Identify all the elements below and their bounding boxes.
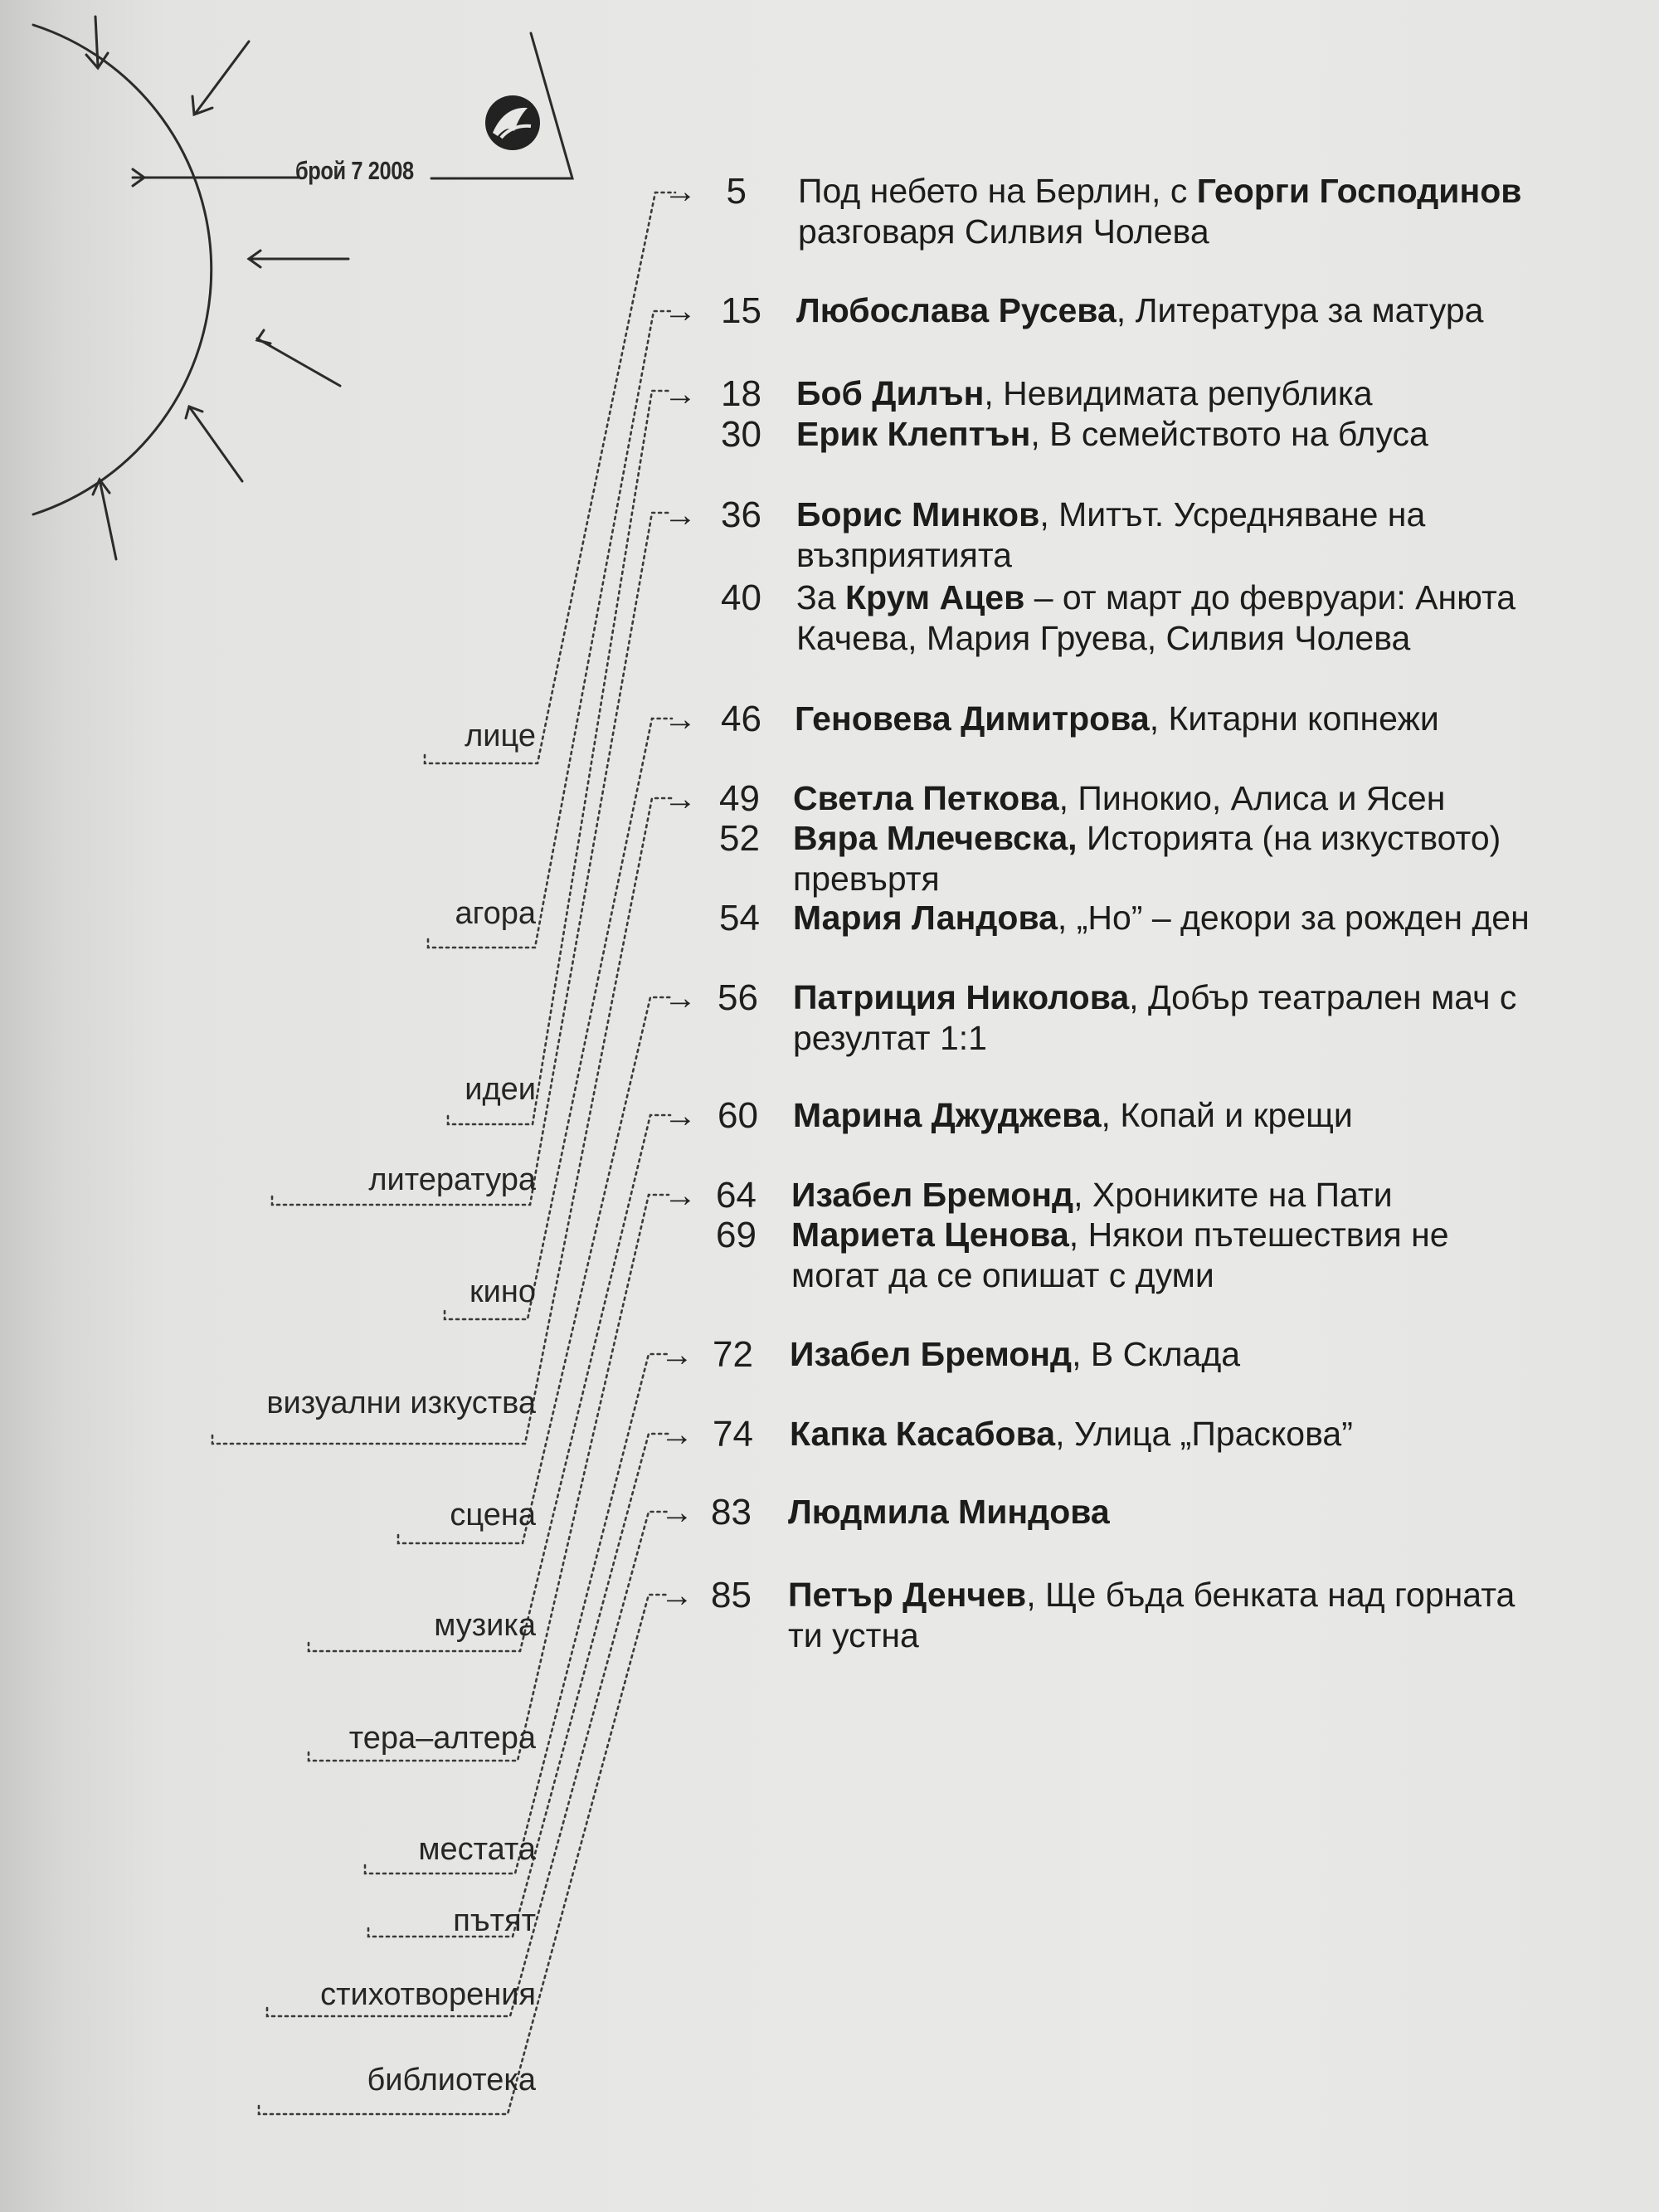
entry-title: , Ще бъда бенката над горната: [1026, 1576, 1515, 1614]
entry-text: [790, 1414, 1619, 1454]
section-label-tera-altera[interactable]: тера–алтера: [348, 1721, 536, 1756]
entry-text: [788, 1575, 1618, 1656]
arrow-icon: →: [664, 173, 697, 210]
arrow-icon: →: [664, 781, 697, 817]
section-label-vizualni-izkustva[interactable]: визуални изкуства: [266, 1386, 536, 1420]
entry-author: Борис Минков: [796, 495, 1040, 534]
entry-title: , Китарни копнежи: [1149, 699, 1439, 738]
page-number: 56: [718, 977, 758, 1018]
entry-title-cont: разговаря Силвия Чолева: [798, 212, 1209, 251]
arrow-icon: →: [664, 293, 697, 329]
toc-entry[interactable]: [0, 1095, 1659, 1137]
toc-entry[interactable]: [0, 977, 1659, 1057]
page-number: 69: [716, 1215, 757, 1255]
page-number: 5: [726, 171, 747, 212]
entry-author: Патриция Николова: [793, 978, 1130, 1016]
arrow-icon: →: [664, 376, 697, 412]
entry-author: Изабел Бремонд: [791, 1176, 1074, 1214]
page-number: 72: [713, 1334, 753, 1375]
entry-title: , Невидимата република: [984, 374, 1373, 412]
entry-title-cont: могат да се опишат с думи: [791, 1256, 1214, 1294]
toc-entry[interactable]: [0, 898, 1659, 939]
entry-text: [788, 1492, 1618, 1532]
entry-title: , Някои пътешествия не: [1068, 1216, 1449, 1254]
entry-author: Марина Джуджева: [793, 1096, 1102, 1134]
issue-label: брой 7 2008: [295, 156, 414, 185]
section-label-kino[interactable]: кино: [469, 1274, 536, 1309]
entry-author: Светла Петкова: [793, 779, 1059, 817]
entry-title-cont: резултат 1:1: [793, 1019, 987, 1057]
entry-text: [796, 495, 1626, 576]
arrow-icon: →: [664, 1177, 697, 1214]
section-label-stihotvoreniya[interactable]: стихотворения: [320, 1977, 536, 2012]
entry-title: , Литература за матура: [1116, 291, 1484, 329]
entry-prefix: За: [796, 578, 845, 616]
entry-title-cont: превъртя: [793, 860, 940, 898]
page-number: 74: [713, 1414, 753, 1454]
section-label-patyat[interactable]: пътят: [453, 1903, 536, 1938]
entry-text: [793, 977, 1623, 1059]
entry-title: – от март до февруари: Анюта: [1024, 578, 1516, 616]
entry-author: Мария Ландова: [793, 899, 1058, 937]
entry-title: , Добър театрален мач с: [1129, 978, 1517, 1016]
toc-entry[interactable]: [0, 1175, 1659, 1216]
entry-title: , Хрониките на Пати: [1073, 1176, 1393, 1214]
page-number: 60: [718, 1095, 758, 1136]
entry-author: Ерик Клептън: [796, 415, 1031, 453]
entry-text: [790, 1334, 1619, 1375]
entry-text: [793, 898, 1656, 938]
entry-title: , Улица „Праскова”: [1055, 1415, 1353, 1453]
page-number: 49: [719, 778, 760, 819]
entry-text: [793, 778, 1623, 819]
page-number: 15: [721, 290, 761, 331]
toc-entry[interactable]: [0, 495, 1659, 574]
arrow-icon: →: [664, 1098, 697, 1134]
arrow-icon: →: [664, 980, 697, 1016]
section-label-muzika[interactable]: музика: [434, 1608, 536, 1643]
toc-entry[interactable]: [0, 171, 1659, 251]
section-label-idei[interactable]: идеи: [465, 1072, 536, 1107]
entry-text: [796, 290, 1626, 331]
entry-title: , Пинокио, Алиса и Ясен: [1058, 779, 1446, 817]
entry-title: Историята (на изкуството): [1077, 819, 1501, 857]
arrow-icon: →: [660, 1577, 693, 1614]
arrow-icon: →: [664, 701, 697, 738]
page-number: 85: [711, 1575, 752, 1615]
entry-title-cont: Качева, Мария Груева, Силвия Чолева: [796, 619, 1411, 657]
page-number: 36: [721, 495, 761, 535]
entry-title-cont: ти устна: [788, 1616, 919, 1654]
toc-entry[interactable]: [0, 1492, 1659, 1533]
horse-logo-icon: [485, 95, 540, 150]
page-number: 52: [719, 818, 760, 859]
page-number: 54: [719, 898, 760, 938]
entry-author: Геновева Димитрова: [795, 699, 1150, 738]
page-number: 30: [721, 414, 761, 455]
entry-text: [796, 373, 1626, 414]
entry-title: , Копай и крещи: [1101, 1096, 1353, 1134]
toc-entry[interactable]: [0, 290, 1659, 332]
entry-text: [793, 1095, 1623, 1136]
entry-author: Боб Дилън: [796, 374, 985, 412]
arrow-icon: →: [660, 1416, 693, 1453]
entry-prefix: Под небето на Берлин, с: [798, 172, 1197, 210]
entry-text: [793, 818, 1623, 899]
toc-entry[interactable]: [0, 1414, 1659, 1455]
page-number: 40: [721, 577, 761, 618]
toc-entry[interactable]: [0, 414, 1659, 456]
entry-author: Людмила Миндова: [788, 1493, 1110, 1531]
entry-text: [796, 414, 1626, 455]
page-number: 18: [721, 373, 761, 414]
connector-line: [425, 192, 675, 763]
toc-entry[interactable]: [0, 818, 1659, 898]
entry-text: [796, 577, 1626, 659]
toc-entry[interactable]: [0, 373, 1659, 415]
entry-author: Георги Господинов: [1196, 172, 1522, 210]
section-label-lice[interactable]: лице: [465, 719, 536, 753]
entry-author: Любослава Русева: [796, 291, 1117, 329]
page-number: 64: [716, 1175, 757, 1216]
arrow-icon: →: [660, 1337, 693, 1373]
entry-title: , В семейството на блуса: [1030, 415, 1428, 453]
toc-entry[interactable]: [0, 577, 1659, 657]
entry-author: Петър Денчев: [788, 1576, 1027, 1614]
page-number: 83: [711, 1492, 752, 1532]
arrow-icon: →: [664, 497, 697, 534]
entry-author: Вяра Млечевска,: [793, 819, 1078, 857]
section-label-literatura[interactable]: литература: [368, 1162, 536, 1197]
entry-title: , Митът. Усредняване на: [1039, 495, 1426, 534]
entry-text: [791, 1215, 1621, 1296]
entry-title: , „Но” – декори за рожден ден: [1057, 899, 1530, 937]
entry-text: [798, 171, 1627, 252]
section-label-agora[interactable]: агора: [455, 896, 536, 931]
section-label-mestata[interactable]: местата: [418, 1832, 536, 1867]
entry-text: [791, 1175, 1621, 1216]
toc-entry[interactable]: [0, 778, 1659, 820]
page-number: 46: [721, 699, 761, 739]
entry-author: Капка Касабова: [790, 1415, 1056, 1453]
entry-title: , В Склада: [1072, 1335, 1241, 1373]
section-label-biblioteka[interactable]: библиотека: [367, 2063, 536, 2098]
toc-entry[interactable]: [0, 1334, 1659, 1376]
entry-title-cont: възприятията: [796, 536, 1012, 574]
entry-author: Крум Ацев: [844, 578, 1025, 616]
section-label-scena[interactable]: сцена: [450, 1498, 536, 1532]
entry-author: Мариета Ценова: [791, 1216, 1069, 1254]
toc-entry[interactable]: [0, 699, 1659, 740]
entry-text: [795, 699, 1624, 739]
arrow-icon: →: [660, 1494, 693, 1531]
entry-author: Изабел Бремонд: [790, 1335, 1073, 1373]
